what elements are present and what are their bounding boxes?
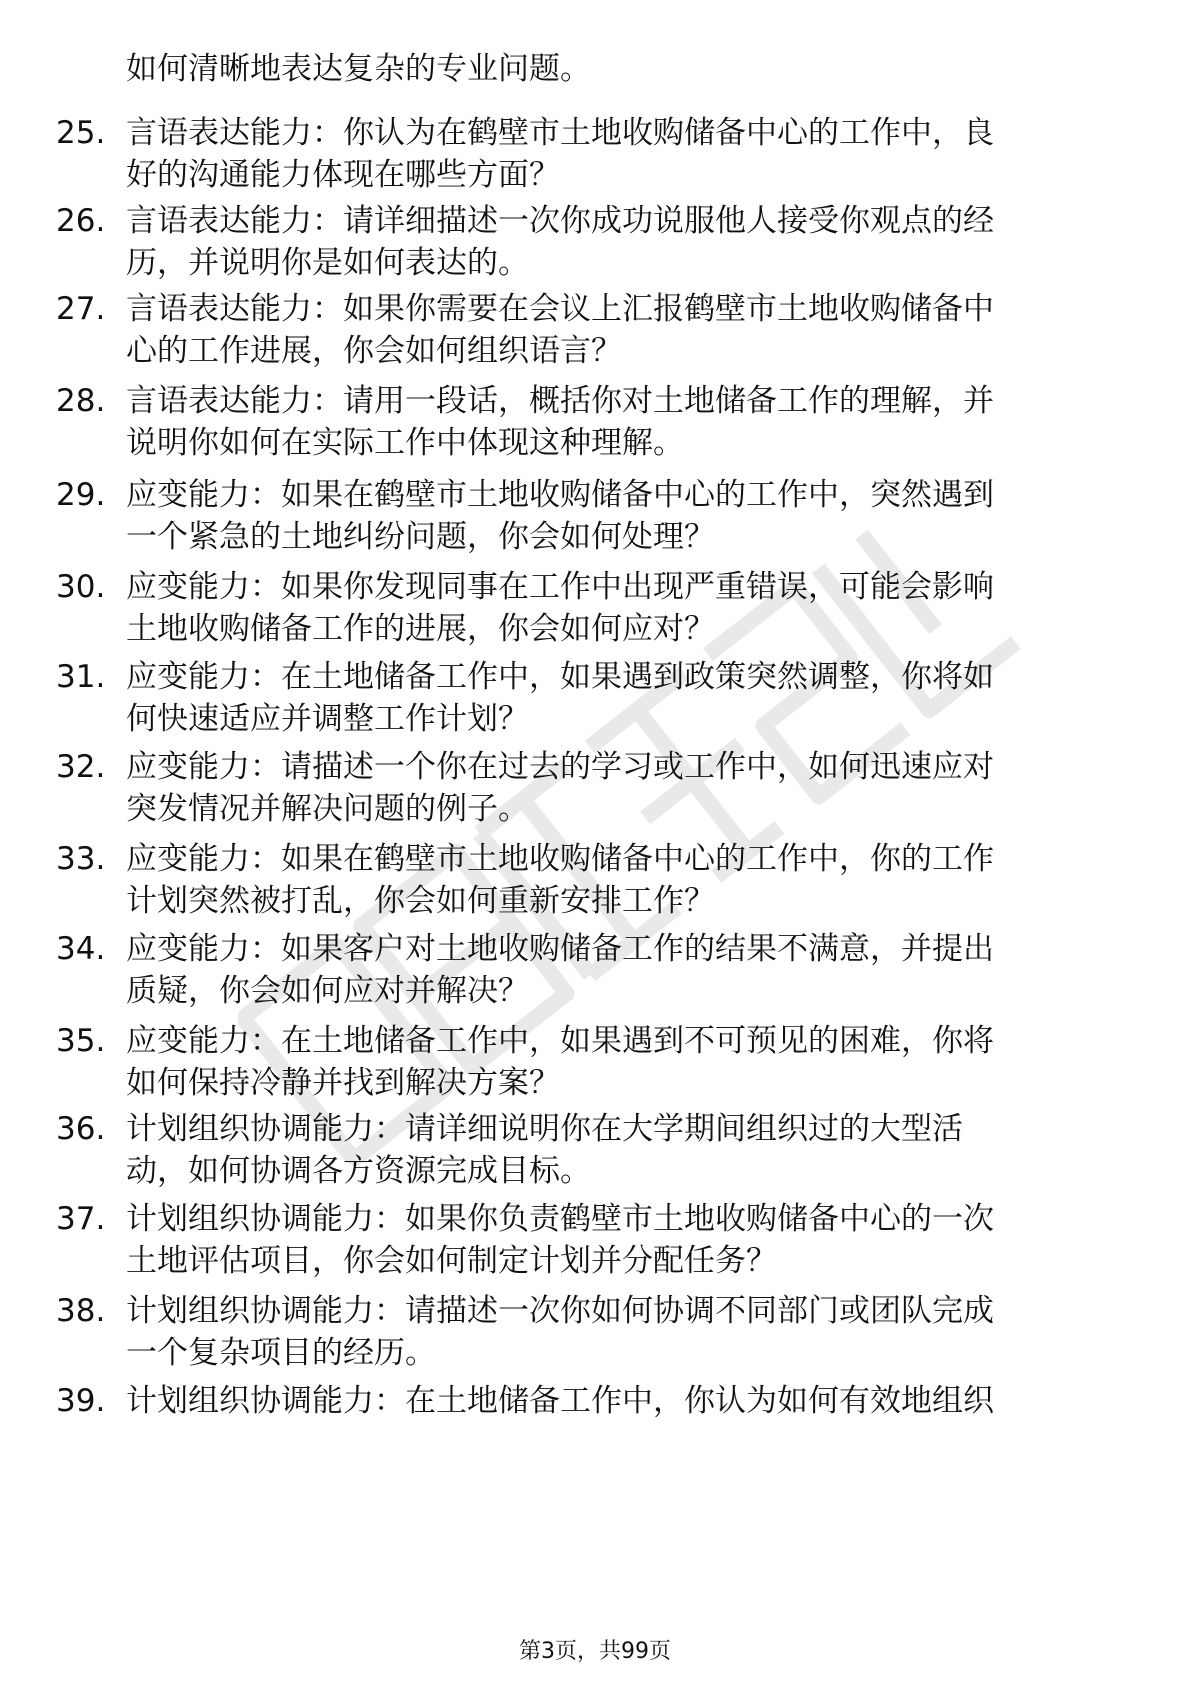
question-text-line1: 言语表达能力：请详细描述一次你成功说服他人接受你观点的经 [126,203,994,239]
question-text-line2: 一个紧急的土地纠纷问题，你会如何处理？ [126,519,715,555]
list-item [0,112,1190,202]
question-text-line1: 计划组织协调能力：请详细说明你在大学期间组织过的大型活 [126,1111,963,1147]
question-text-line2: 土地收购储备工作的进展，你会如何应对？ [126,611,715,647]
question-text-line1: 言语表达能力：请用一段话，概括你对土地储备工作的理解，并 [126,383,994,419]
question-text-line1: 应变能力：在土地储备工作中，如果遇到不可预见的困难，你将 [126,1023,994,1059]
question-number: 29. [56,477,106,513]
question-text-line2: 质疑，你会如何应对并解决？ [126,973,529,1009]
question-text-line1: 应变能力：如果客户对土地收购储备工作的结果不满意，并提出 [126,931,994,967]
question-number: 36. [56,1111,106,1147]
list-item [0,566,1190,656]
question-number: 25. [56,115,106,151]
list-item [0,380,1190,470]
question-number: 28. [56,383,106,419]
question-text-line2: 突发情况并解决问题的例子。 [126,791,529,827]
question-text-line2: 动，如何协调各方资源完成目标。 [126,1153,591,1189]
question-number: 27. [56,291,106,327]
list-item [0,288,1190,378]
question-text-line2: 历，并说明你是如何表达的。 [126,245,529,281]
page-number-footer: 第3页，共99页 [519,1639,671,1664]
question-text-line2: 计划突然被打乱，你会如何重新安排工作？ [126,883,715,919]
list-item [0,656,1190,746]
question-text-line1: 计划组织协调能力：如果你负责鹤壁市土地收购储备中心的一次 [126,1201,994,1237]
question-number: 37. [56,1201,106,1237]
question-text-line1: 应变能力：如果你发现同事在工作中出现严重错误，可能会影响 [126,569,994,605]
list-item [0,1108,1190,1198]
question-text-line1: 计划组织协调能力：请描述一次你如何协调不同部门或团队完成 [126,1293,994,1329]
list-item [0,1290,1190,1380]
question-text-line2: 何快速适应并调整工作计划？ [126,701,529,737]
question-text-line1: 言语表达能力：如果你需要在会议上汇报鹤壁市土地收购储备中 [126,291,994,327]
question-number: 35. [56,1023,106,1059]
question-number: 34. [56,931,106,967]
list-item [0,746,1190,836]
list-item [0,474,1190,564]
question-text-line2: 土地评估项目，你会如何制定计划并分配任务？ [126,1243,777,1279]
question-number: 26. [56,203,106,239]
question-text-line1: 应变能力：请描述一个你在过去的学习或工作中，如何迅速应对 [126,749,994,785]
question-text-line2: 说明你如何在实际工作中体现这种理解。 [126,425,684,461]
question-text-line1: 言语表达能力：你认为在鹤壁市土地收购储备中心的工作中，良 [126,115,994,151]
question-text-line2: 心的工作进展，你会如何组织语言？ [126,333,622,369]
question-text-line2: 如何保持冷静并找到解决方案？ [126,1065,560,1101]
question-number: 33. [56,841,106,877]
list-item [0,838,1190,928]
question-text-line1: 应变能力：如果在鹤壁市土地收购储备中心的工作中，突然遇到 [126,477,994,513]
question-text-line1: 应变能力：在土地储备工作中，如果遇到政策突然调整，你将如 [126,659,994,695]
list-item [0,1198,1190,1288]
list-item [0,928,1190,1018]
question-number: 31. [56,659,106,695]
question-number: 39. [56,1383,106,1419]
question-text-line1: 应变能力：如果在鹤壁市土地收购储备中心的工作中，你的工作 [126,841,994,877]
question-text-line1: 计划组织协调能力：在土地储备工作中，你认为如何有效地组织 [126,1383,994,1419]
question-number: 32. [56,749,106,785]
question-text-line2: 一个复杂项目的经历。 [126,1335,436,1371]
continuation-line: 如何清晰地表达复杂的专业问题。 [126,51,591,87]
question-text-line2: 好的沟通能力体现在哪些方面？ [126,157,560,193]
question-number: 38. [56,1293,106,1329]
list-item [0,200,1190,290]
list-item [0,1020,1190,1110]
list-item [0,1380,1190,1470]
question-number: 30. [56,569,106,605]
